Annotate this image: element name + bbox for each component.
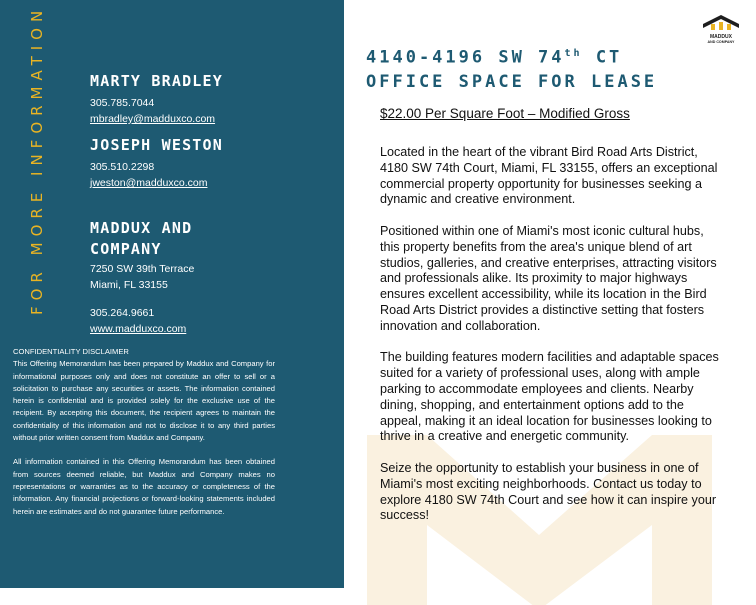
company-address2: Miami, FL 33155 (90, 279, 168, 291)
contact-name: MARTY BRADLEY (90, 72, 223, 90)
logo-text: MADDUX (710, 34, 732, 40)
price-line: $22.00 Per Square Foot – Modified Gross (380, 106, 630, 121)
description-paragraph: Seize the opportunity to establish your business in one of Miami's most exciting neighborhoods. Contact us today to explore 4180 SW 74th Court and see how it can inspire your success! (380, 460, 717, 523)
company-address1: 7250 SW 39th Terrace (90, 263, 195, 275)
title-address-suffix: CT (582, 47, 623, 68)
description-paragraph: Located in the heart of the vibrant Bird Road Arts District, 4180 SW 74th Court, Miami, FL 33155, offers an exceptional commercial property opportunity for businesses seeking a dynamic and creative environment. (380, 145, 718, 207)
contact-sidebar (0, 0, 344, 588)
company-name-line2: COMPANY (90, 240, 162, 258)
main-content (344, 0, 756, 588)
company-logo (702, 14, 740, 45)
title-superscript: th (564, 48, 583, 59)
vertical-info-label: FOR MORE INFORMATION (28, 4, 46, 315)
logo-house-icon (702, 14, 740, 30)
company-name-line1: MADDUX AND (90, 219, 193, 237)
company-info (90, 218, 194, 336)
company-phone: 305.264.9661 (90, 307, 155, 319)
confidentiality-disclaimer (13, 346, 275, 518)
description-paragraph: Positioned within one of Miami's most iconic cultural hubs, this property benefits from the area's unique blend of art studios, galleries, and creative enterprises, attracting visitors and professionals alike. Its proximity to major highways ensures excellent accessibility, while its location in the Bird Road Arts District provides a distinctive setting that fosters innovation and collaboration. (380, 223, 717, 333)
contact-marty (90, 72, 223, 126)
title-subtitle: OFFICE SPACE FOR LEASE (366, 71, 658, 92)
logo-text-sub: AND COMPANY (707, 40, 735, 44)
contact-phone: 305.510.2298 (90, 161, 155, 173)
contact-email-link[interactable]: jweston@madduxco.com (90, 177, 208, 189)
title-address: 4140-4196 SW 74 (366, 47, 565, 68)
page-title (366, 42, 657, 94)
company-website-link[interactable]: www.madduxco.com (90, 323, 187, 335)
contact-phone: 305.785.7044 (90, 97, 155, 109)
disclaimer-paragraph: All information contained in this Offering Memorandum has been obtained from sources deemed reliable, but Maddux and Company makes no representations or warranties as to the accuracy or completeness of the information. Any financial projections or forward-looking statements included herein are estimates and do not guarantee future performance. (13, 457, 275, 516)
disclaimer-paragraph: This Offering Memorandum has been prepared by Maddux and Company for informational purposes only and does not constitute an offer to sell or a solicitation to purchase any securities or assets. The information contained herein is confidential and is provided solely for the exclusive use of the recipient. By accepting this document, the recipient agrees to maintain the confidentiality of this information and not to disclose it to any third parties without prior written consent from Maddux and Company. (13, 359, 275, 443)
description-paragraph: The building features modern facilities and adaptable spaces suited for a variety of professional uses, along with ample parking to accommodate employees and clients. Nearby dining, shopping, and entertainment options add to the appeal, making it an ideal location for businesses looking to thrive in a creative and energetic community. (380, 350, 719, 444)
contact-name: JOSEPH WESTON (90, 136, 223, 154)
disclaimer-title: CONFIDENTIALITY DISCLAIMER (13, 347, 129, 356)
contact-email-link[interactable]: mbradley@madduxco.com (90, 113, 216, 125)
description (380, 145, 725, 540)
contact-joseph (90, 136, 223, 190)
